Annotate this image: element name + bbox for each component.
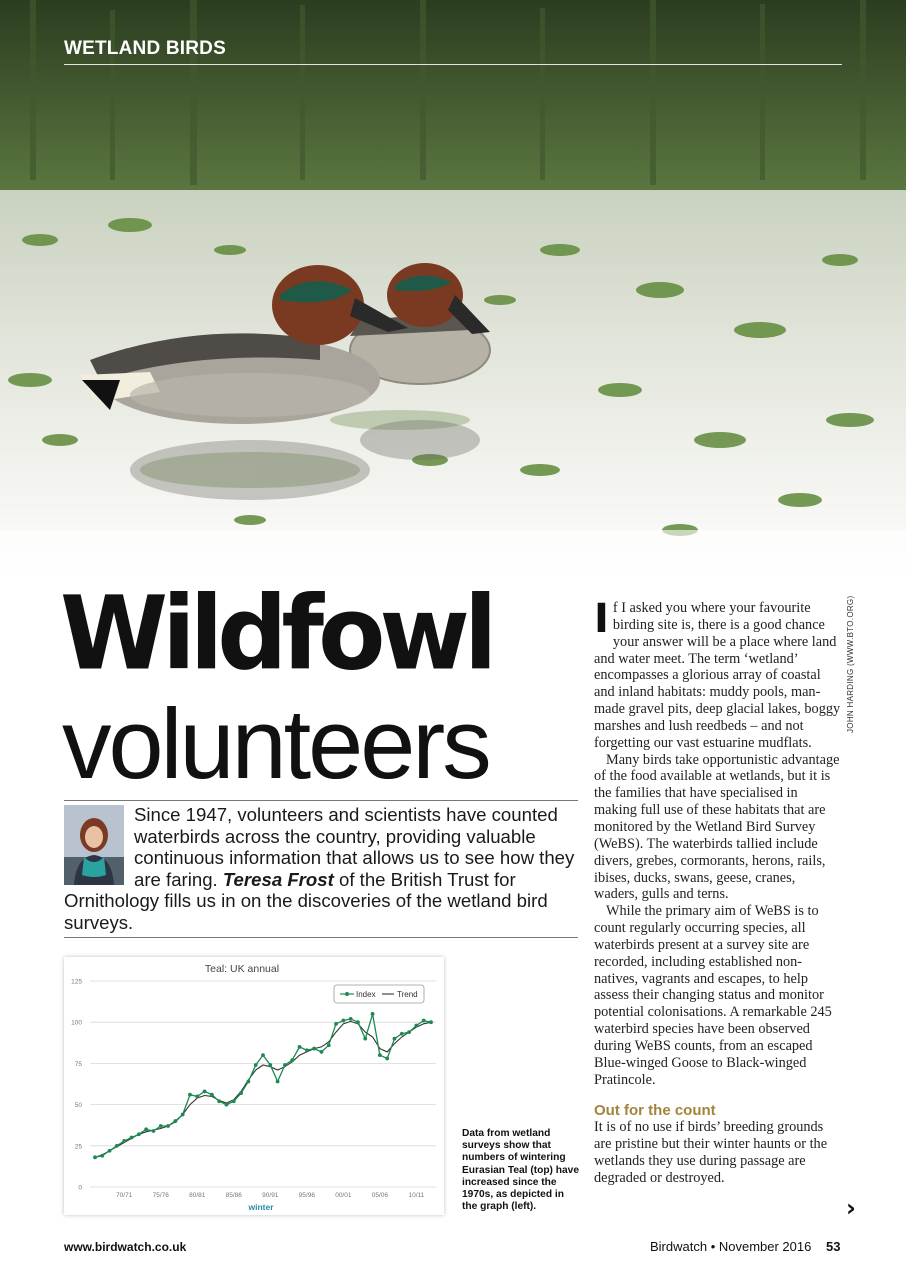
standfirst-text: Since 1947, volunteers and scientists have counted waterbirds across the country, providing valuable continuous information that allows us to see how they are faring. [134, 804, 575, 890]
index-point [210, 1093, 214, 1097]
index-point [349, 1017, 353, 1021]
index-point [341, 1019, 345, 1023]
index-point [422, 1019, 426, 1023]
x-tick-label: 05/06 [371, 1192, 389, 1199]
index-point [188, 1093, 192, 1097]
x-tick-label: 90/91 [262, 1192, 279, 1199]
series-line-index [95, 1014, 431, 1157]
x-tick-label: 10/11 [408, 1192, 425, 1199]
body-paragraph-3: While the primary aim of WeBS is to count regularly occurring species, all waterbirds present at a survey site are recorded, including established non-natives, vagrants and escapes, to help assess their changing status and monitor potential colonisations. A remarkable 245 waterbird species have been observed during WeBS counts, from an escaped Blue-winged Goose to Black-winged Pratincole. [594, 903, 832, 1088]
chart-gridlines [90, 981, 436, 1187]
index-point [393, 1037, 397, 1041]
index-point [378, 1053, 382, 1057]
footer-magazine-issue: Birdwatch • November 2016 [650, 1239, 812, 1254]
standfirst [64, 804, 580, 934]
index-point [268, 1063, 272, 1067]
index-point [276, 1080, 280, 1084]
index-point [195, 1094, 199, 1098]
body-paragraph-4: It is of no use if birds’ breeding grounds are pristine but their winter haunts or the wetlands they use during passage are degraded or destroyed. [594, 1119, 828, 1186]
x-tick-label: 85/86 [225, 1192, 242, 1199]
index-point [414, 1024, 418, 1028]
standfirst-photo-spacer [64, 804, 134, 888]
standfirst-rule-top [64, 800, 578, 801]
index-point [239, 1091, 243, 1095]
chart-title: Teal: UK annual [204, 963, 280, 975]
x-tick-label: 70/71 [116, 1192, 133, 1199]
index-point [371, 1012, 375, 1016]
index-point [159, 1124, 163, 1128]
chart-series [93, 1012, 433, 1159]
article-body [594, 596, 842, 1187]
index-point [173, 1119, 177, 1123]
index-point [327, 1043, 331, 1047]
author-name: Teresa Frost [222, 868, 334, 890]
index-point [283, 1063, 287, 1067]
index-point [261, 1053, 265, 1057]
x-tick-label: 75/76 [152, 1192, 169, 1199]
index-point [181, 1113, 185, 1117]
y-tick-label: 0 [78, 1184, 82, 1192]
index-point [225, 1103, 229, 1107]
index-point [100, 1154, 104, 1158]
legend-index: Index [356, 990, 376, 999]
hero-photo [0, 0, 906, 590]
index-point [246, 1080, 250, 1084]
chart-x-label: winter [248, 1202, 274, 1212]
index-point [407, 1030, 411, 1034]
index-point [334, 1022, 338, 1026]
index-point [115, 1144, 119, 1148]
teal-pair-illustration [0, 0, 906, 590]
index-point [122, 1139, 126, 1143]
index-point [356, 1020, 360, 1024]
y-tick-label: 50 [74, 1102, 82, 1110]
teal-chart [64, 957, 444, 1215]
index-point [290, 1058, 294, 1062]
y-tick-label: 25 [74, 1143, 82, 1151]
index-point [385, 1057, 389, 1061]
standfirst-rule-bottom [64, 937, 578, 938]
chart-y-axis [71, 979, 82, 1192]
continue-arrow-icon: › [846, 1194, 856, 1222]
x-tick-label: 00/01 [335, 1192, 352, 1199]
body-paragraph-1-text: f I asked you where your favourite birding site is, there is a good chance your answer will be a place where land and water meet. The term ‘wetland’ encompasses a glorious array of coastal and inland habitats: muddy pools, man-made gravel pits, deep glacial lakes, boggy marshes and lush reedbeds – and not forgetting our vast estuarine mudflats. [594, 600, 841, 751]
index-point [298, 1045, 302, 1049]
headline-line2: volunteers [62, 688, 489, 799]
subhead-out-for-the-count: Out for the count [594, 1102, 716, 1120]
section-rule [64, 64, 842, 65]
index-point [137, 1132, 141, 1136]
chart-caption: Data from wetland surveys show that numbers of wintering Eurasian Teal (top) have increased since the 1970s, as depicted in the graph (left). [462, 1128, 579, 1213]
dropcap: I [594, 596, 609, 642]
legend-trend: Trend [397, 990, 418, 999]
photo-credit: JOHN HARDING (WWW.BTO.ORG) [846, 595, 855, 733]
chart-x-axis [116, 1192, 425, 1199]
index-point [203, 1090, 207, 1094]
index-point [152, 1129, 156, 1133]
y-tick-label: 125 [71, 978, 82, 986]
y-tick-label: 100 [71, 1019, 82, 1027]
x-tick-label: 80/81 [189, 1192, 206, 1199]
body-paragraph-2: Many birds take opportunistic advantage of the food available at wetlands, but it is the families that have specialised in making full use of these habitats that are monitored by the Wetland Bird Survey (WeBS). The waterbirds tallied include divers, grebes, cormorants, herons, rails, ibises, ducks, swans, geese, cranes, waders, gulls and terns. [594, 751, 840, 903]
index-point [320, 1050, 324, 1054]
footer-url[interactable]: www.birdwatch.co.uk [64, 1240, 187, 1254]
index-point [400, 1032, 404, 1036]
index-point [93, 1155, 97, 1159]
index-point [108, 1149, 112, 1153]
body-paragraph-1 [594, 596, 842, 752]
index-point [217, 1099, 221, 1103]
index-point [232, 1099, 236, 1103]
index-point [363, 1037, 367, 1041]
series-line-trend [95, 1021, 431, 1157]
index-point [305, 1048, 309, 1052]
index-point [254, 1063, 258, 1067]
index-point [312, 1047, 316, 1051]
y-tick-label: 75 [74, 1060, 82, 1068]
page-number: 53 [826, 1239, 841, 1254]
x-tick-label: 95/96 [298, 1192, 315, 1199]
chart-legend [334, 985, 424, 1003]
teal-chart-svg [64, 957, 444, 1215]
index-point [130, 1136, 134, 1140]
section-label: WETLAND BIRDS [64, 38, 226, 59]
index-point [144, 1127, 148, 1131]
headline-line1: Wildfowl [60, 574, 492, 694]
index-point [429, 1020, 433, 1024]
standfirst-text-end: of the British Trust for Ornithology fills us in on the discoveries of the wetland bird surveys. [64, 868, 548, 933]
index-point [166, 1124, 170, 1128]
